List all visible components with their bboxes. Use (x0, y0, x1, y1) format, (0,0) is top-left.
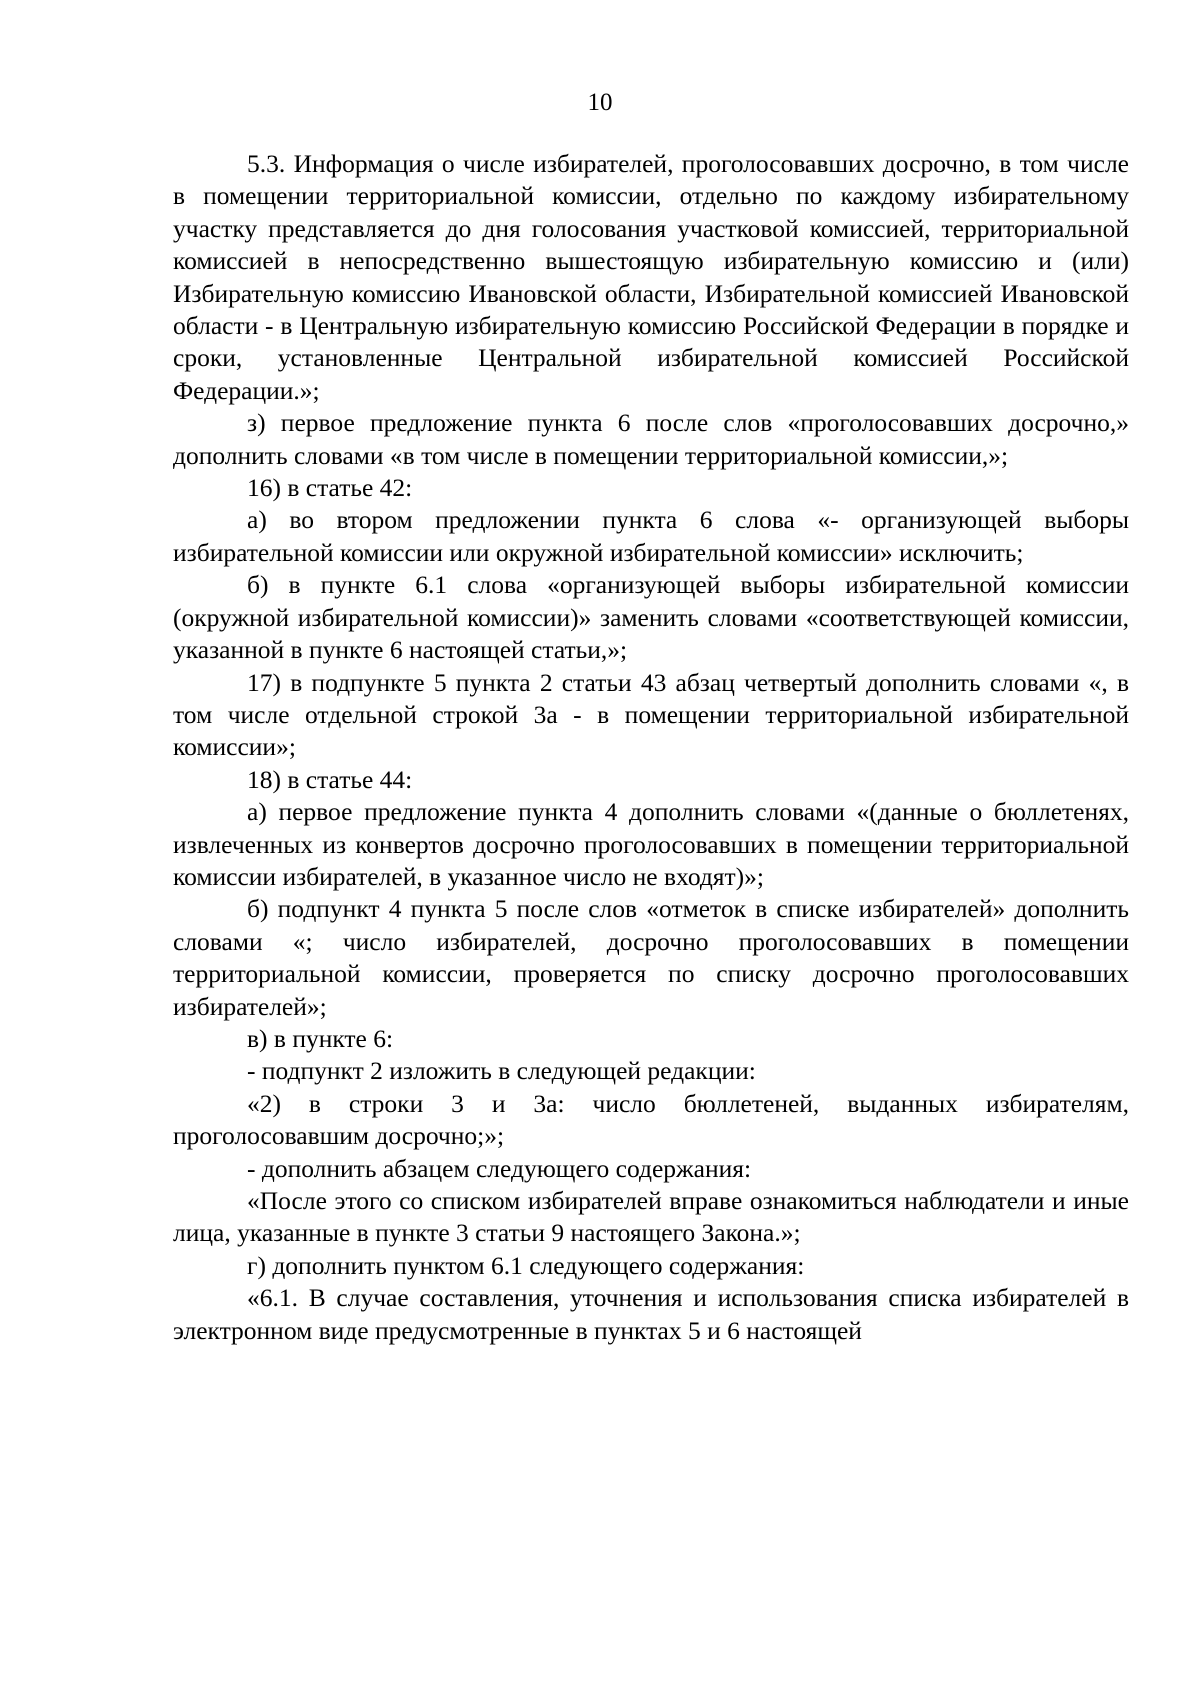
paragraph-17: 17) в подпункте 5 пункта 2 статьи 43 абзац четвертый дополнить словами «, в том числе отдельной строкой 3а - в помещении территориальной избирательной комиссии»; (173, 667, 1129, 762)
paragraph-z: з) первое предложение пункта 6 после слов «проголосовавших досрочно,» дополнить словами «в том числе в помещении территориальной комиссии,»; (173, 408, 1129, 470)
paragraph-18-v-item-1: - подпункт 2 изложить в следующей редакции: (247, 1056, 756, 1086)
paragraph-16: 16) в статье 42: (247, 473, 413, 503)
paragraph-18-g: г) дополнить пунктом 6.1 следующего содержания: (247, 1250, 805, 1280)
paragraph-16-b: б) в пункте 6.1 слова «организующей выборы избирательной комиссии (окружной избирательной комиссии)» заменить словами «соответствующей комиссии, указанной в пункте 6 настоящей статьи,»; (173, 570, 1129, 665)
paragraph-18-v-quote-2: «После этого со списком избирателей вправе ознакомиться наблюдатели и иные лица, указанные в пункте 3 статьи 9 настоящего Закона.»; (173, 1186, 1129, 1248)
paragraph-18-v-quote-1: «2) в строки 3 и 3а: число бюллетеней, выданных избирателям, проголосовавшим досрочно;»; (173, 1088, 1129, 1151)
paragraph-5-3: 5.3. Информация о числе избирателей, проголосовавших досрочно, в том числе в помещении территориальной комиссии, отдельно по каждому избирательному участку представляется до дня голосования участковой комиссией, территориальной комиссией в непосредственно вышестоящую избирательную комиссию и (или) Избирательную комиссию Ивановской области, Избирательной комиссией Ивановской области - в Центральную избирательную комиссию Российской Федерации в порядке и сроки, установленные Центральной избирательной комиссией Российской Федерации.»; (173, 149, 1129, 405)
paragraph-18-v: в) в пункте 6: (247, 1023, 394, 1053)
paragraph-18-b: б) подпункт 4 пункта 5 после слов «отметок в списке избирателей» дополнить словами «; число избирателей, досрочно проголосовавших в помещении территориальной комиссии, проверяется по списку досрочно проголосовавших избирателей»; (173, 894, 1129, 1021)
page-number: 10 (587, 89, 613, 116)
paragraph-18-a: а) первое предложение пункта 4 дополнить словами «(данные о бюллетенях, извлеченных из конвертов досрочно проголосовавших в помещении территориальной комиссии избирателей, в указанное число не входят)»; (173, 797, 1129, 891)
document-body (173, 148, 1129, 1347)
paragraph-18: 18) в статье 44: (247, 764, 413, 794)
paragraph-18-g-quote: «6.1. В случае составления, уточнения и использования списка избирателей в электронном виде предусмотренные в пунктах 5 и 6 настоящей (173, 1283, 1129, 1345)
paragraph-16-a: а) во втором предложении пункта 6 слова «- организующей выборы избирательной комиссии или окружной избирательной комиссии» исключить; (173, 505, 1129, 567)
paragraph-18-v-item-2: - дополнить абзацем следующего содержания: (247, 1153, 752, 1183)
